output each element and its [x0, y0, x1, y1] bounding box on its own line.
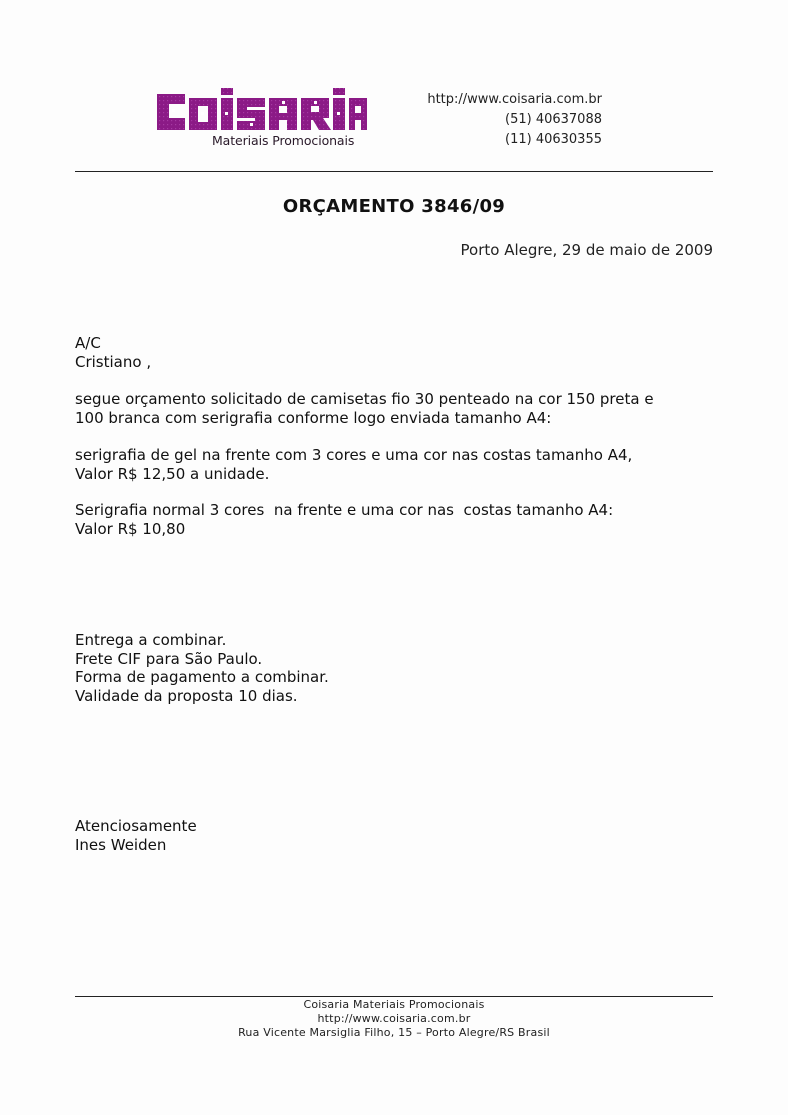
logo-tagline: Materiais Promocionais — [212, 133, 355, 148]
header-divider — [75, 171, 713, 172]
normal-option-description: Serigrafia normal 3 cores na frente e uma cor nas costas tamanho A4: — [75, 501, 614, 519]
closing-salutation: Atenciosamente — [75, 817, 197, 835]
footer-website-link[interactable]: http://www.coisaria.com.br — [317, 1012, 471, 1025]
header-contact — [427, 90, 602, 150]
term-validity: Validade da proposta 10 dias. — [75, 686, 298, 705]
gel-option-description: serigrafia de gel na frente com 3 cores e uma cor nas costas tamanho A4, — [75, 446, 633, 464]
gel-option-paragraph — [75, 446, 715, 483]
terms-list — [75, 631, 715, 705]
intro-line: 100 branca com serigrafia conforme logo enviada tamanho A4: — [75, 408, 552, 427]
logo-wordmark — [155, 88, 367, 132]
signature-block — [75, 817, 715, 854]
document-title: ORÇAMENTO 3846/09 — [282, 196, 506, 217]
intro-line: segue orçamento solicitado de camisetas fio 30 penteado na cor 150 preta e — [75, 390, 654, 408]
header-website-link[interactable]: http://www.coisaria.com.br — [427, 92, 602, 107]
signer-name: Ines Weiden — [75, 835, 167, 854]
normal-option-paragraph — [75, 501, 715, 538]
intro-paragraph — [75, 390, 715, 427]
normal-option-price: Valor R$ 10,80 — [75, 519, 186, 538]
footer-divider — [75, 996, 713, 997]
header-phone-2: (11) 40630355 — [505, 132, 602, 147]
term-shipping: Frete CIF para São Paulo. — [75, 649, 263, 668]
header-phone-1: (51) 40637088 — [505, 112, 602, 127]
document-date: Porto Alegre, 29 de maio de 2009 — [460, 241, 713, 259]
footer — [75, 998, 713, 1040]
attention-block — [75, 334, 715, 371]
gel-option-price: Valor R$ 12,50 a unidade. — [75, 464, 270, 483]
term-delivery: Entrega a combinar. — [75, 631, 227, 649]
footer-address: Rua Vicente Marsiglia Filho, 15 – Porto Alegre/RS Brasil — [238, 1026, 550, 1039]
recipient-name: Cristiano , — [75, 352, 152, 371]
term-payment: Forma de pagamento a combinar. — [75, 668, 329, 686]
coisaria-logo — [155, 88, 370, 150]
attention-label: A/C — [75, 334, 101, 352]
footer-company: Coisaria Materiais Promocionais — [303, 998, 485, 1011]
